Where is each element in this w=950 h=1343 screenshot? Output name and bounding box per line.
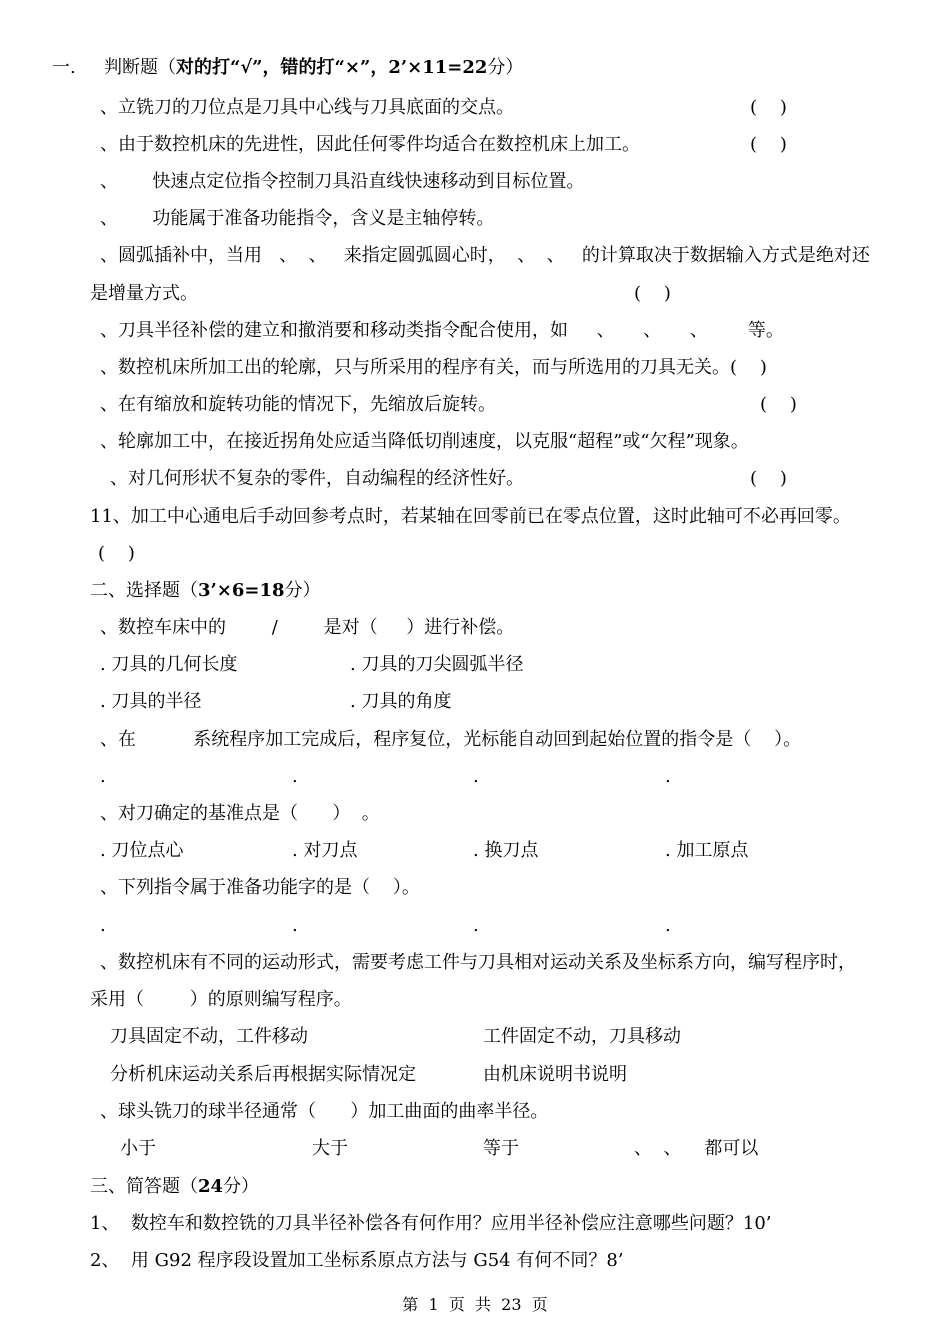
section3-title-bold: 24 <box>198 1176 224 1197</box>
q1-3-text: 、 快速点定位指令控制刀具沿直线快速移动到目标位置。 <box>100 171 585 192</box>
q2-4-option-d: . <box>665 915 671 936</box>
q1-8-answer-paren: ( ) <box>760 394 797 415</box>
section1-title: 判断题（ <box>104 57 176 78</box>
section3-title: 三、简答题（ <box>90 1176 198 1197</box>
q2-5-stem-cont: 采用（ ）的原则编写程序。 <box>90 989 352 1010</box>
q1-5-text-cont: 是增量方式。 <box>90 283 198 304</box>
q2-5-option-c: 分析机床运动关系后再根据实际情况定 <box>110 1064 416 1085</box>
q1-11-answer-paren: ( ) <box>98 543 135 564</box>
q1-1-text: 、立铣刀的刀位点是刀具中心线与刀具底面的交点。 <box>100 97 514 118</box>
q2-6-option-d: 、 、 都可以 <box>634 1138 759 1159</box>
q1-9-text: 、轮廓加工中，在接近拐角处应适当降低切削速度，以克服“超程”或“欠程”现象。 <box>100 431 749 452</box>
q1-5-answer-paren: ( ) <box>634 283 671 304</box>
q1-8-text: 、在有缩放和旋转功能的情况下，先缩放后旋转。 <box>100 394 496 415</box>
q2-4-option-c: . <box>473 915 479 936</box>
q1-5-text: 、圆弧插补中，当用 、 、 来指定圆弧圆心时， 、 、 的计算取决于数据输入方式是绝对还 <box>100 245 870 266</box>
q1-7-text: 、数控机床所加工出的轮廓，只与所采用的程序有关，而与所选用的刀具无关。( ) <box>100 357 767 378</box>
q3-1-text: 1、 数控车和数控铣的刀具半径补偿各有何作用？应用半径补偿应注意哪些问题？10’ <box>90 1213 772 1234</box>
q2-3-option-a: . 刀位点心 <box>100 840 184 861</box>
q3-2-text: 2、 用 G92 程序段设置加工坐标系原点方法与 G54 有何不同？8’ <box>90 1250 624 1271</box>
section3-heading <box>90 1176 259 1198</box>
q1-10-text: 、对几何形状不复杂的零件，自动编程的经济性好。 <box>110 468 524 489</box>
page-footer: 第 1 页 共 23 页 <box>402 1295 548 1314</box>
q2-4-option-b: . <box>292 915 298 936</box>
q1-4-text: 、 功能属于准备功能指令，含义是主轴停转。 <box>100 208 495 229</box>
q2-3-stem: 、对刀确定的基准点是（ ） 。 <box>100 803 380 824</box>
q2-1-option-c: . 刀具的半径 <box>100 691 202 712</box>
section3-title-end: 分） <box>223 1176 260 1197</box>
q1-2-answer-paren: ( ) <box>750 134 787 155</box>
q2-6-option-c: 等于 <box>483 1138 519 1159</box>
q2-1-option-a: . 刀具的几何长度 <box>100 654 238 675</box>
q2-4-option-a: . <box>100 915 106 936</box>
q2-3-option-c: . 换刀点 <box>473 840 539 861</box>
q2-5-stem: 、数控机床有不同的运动形式，需要考虑工件与刀具相对运动关系及坐标系方向，编写程序时， <box>100 952 856 973</box>
q2-2-option-d: . <box>665 766 671 787</box>
section1-title-bold: 对的打“√”，错的打“×”，2’×11=22 <box>176 57 488 78</box>
section1-heading <box>104 57 523 79</box>
q2-5-option-d: 由机床说明书说明 <box>483 1064 627 1085</box>
q2-4-stem: 、下列指令属于准备功能字的是（ ）。 <box>100 877 420 898</box>
q2-5-option-b: 工件固定不动，刀具移动 <box>483 1026 681 1047</box>
q2-2-option-c: . <box>473 766 479 787</box>
q1-10-answer-paren: ( ) <box>750 468 787 489</box>
section2-title: 二、选择题（ <box>90 580 198 601</box>
section1-number: 一. <box>52 57 76 78</box>
q2-2-stem: 、在 系统程序加工完成后，程序复位，光标能自动回到起始位置的指令是（ ）。 <box>100 729 802 750</box>
q2-6-option-b: 大于 <box>312 1138 348 1159</box>
section1-title-end: 分） <box>487 57 524 78</box>
q2-6-option-a: 小于 <box>120 1138 156 1159</box>
section2-title-bold: 3’×6=18 <box>198 580 285 601</box>
q2-5-option-a: 刀具固定不动，工件移动 <box>110 1026 308 1047</box>
section2-heading <box>90 580 321 602</box>
q2-3-option-b: . 对刀点 <box>292 840 358 861</box>
q2-3-option-d: . 加工原点 <box>665 840 749 861</box>
q1-2-text: 、由于数控机床的先进性，因此任何零件均适合在数控机床上加工。 <box>100 134 640 155</box>
q1-6-text: 、刀具半径补偿的建立和撤消要和移动类指令配合使用，如 、 、 、 等。 <box>100 320 784 341</box>
q1-1-answer-paren: ( ) <box>750 97 787 118</box>
q2-6-stem: 、球头铣刀的球半径通常（ ）加工曲面的曲率半径。 <box>100 1101 549 1122</box>
section2-title-end: 分） <box>284 580 321 601</box>
q1-11-text: 11、加工中心通电后手动回参考点时，若某轴在回零前已在零点位置，这时此轴可不必再回零。 <box>90 506 851 527</box>
q2-1-stem: 、数控车床中的 / 是对（ ）进行补偿。 <box>100 617 515 638</box>
q2-1-option-d: . 刀具的角度 <box>350 691 452 712</box>
q2-2-option-b: . <box>292 766 298 787</box>
q2-1-option-b: . 刀具的刀尖圆弧半径 <box>350 654 524 675</box>
q2-2-option-a: . <box>100 766 106 787</box>
